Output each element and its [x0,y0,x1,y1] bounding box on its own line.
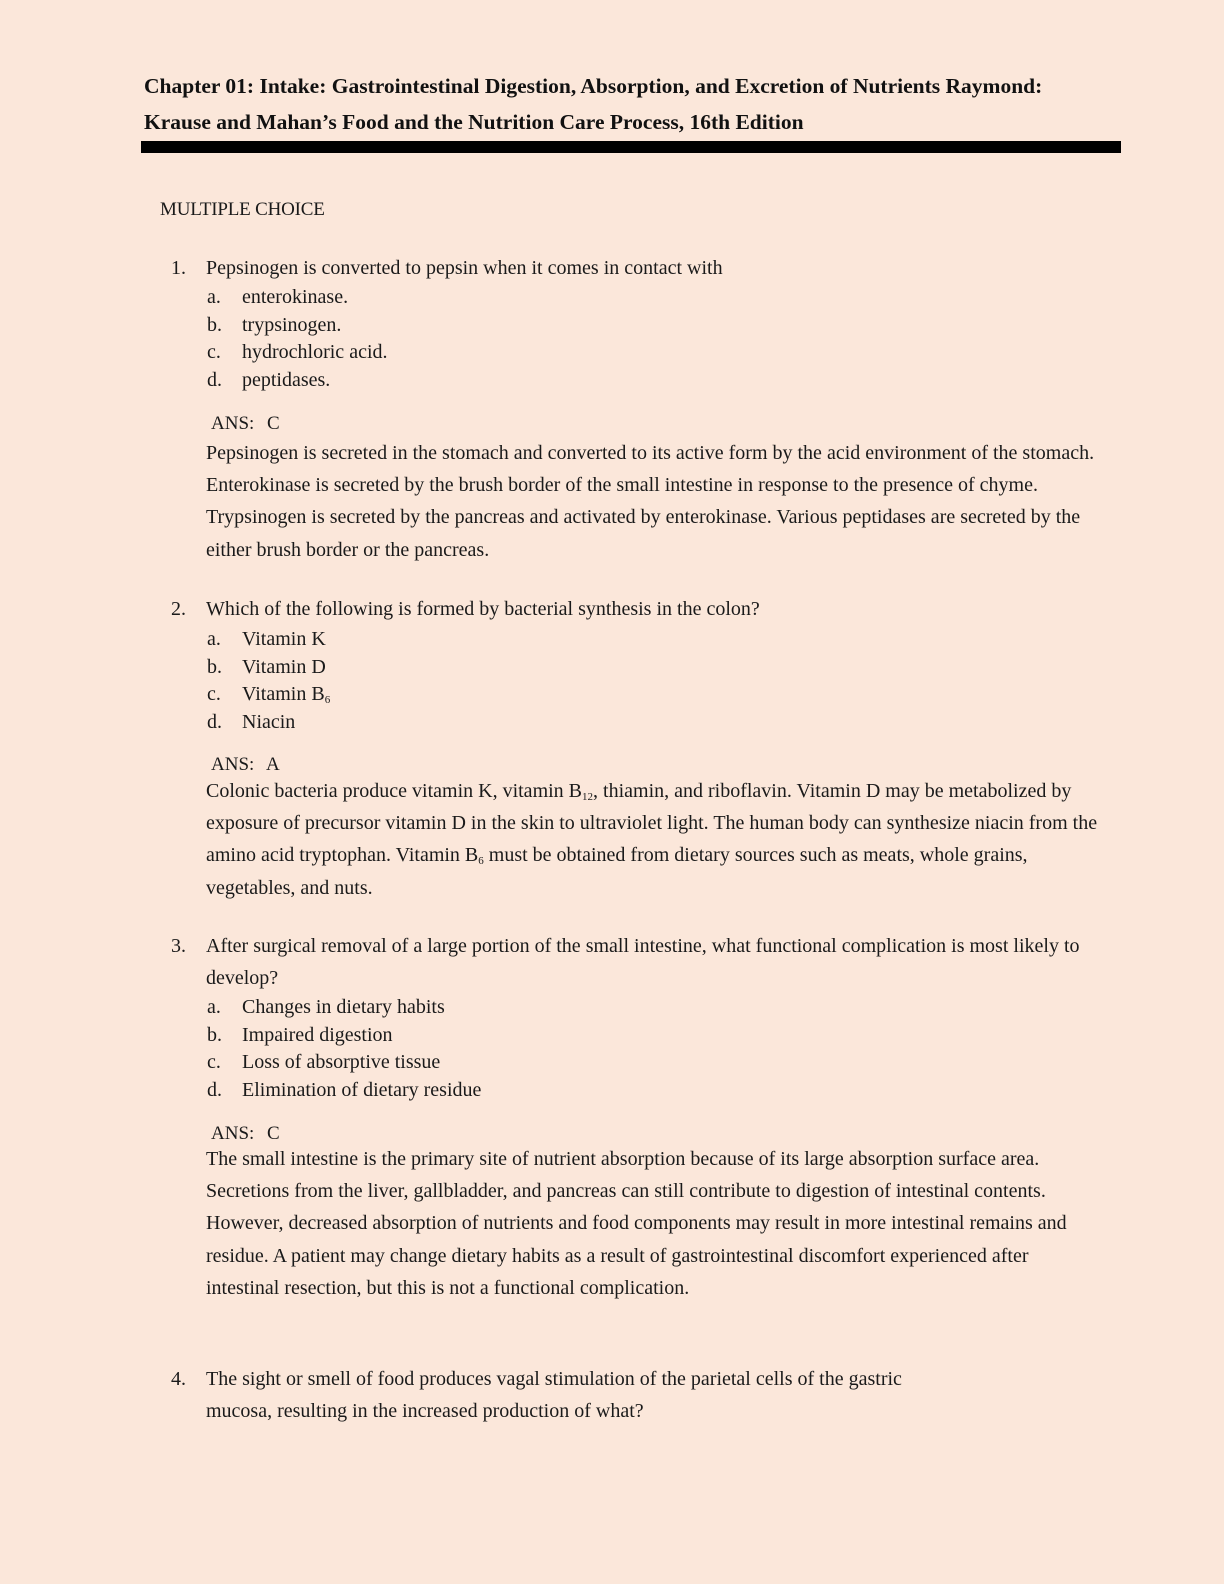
option-letter: c. [207,683,221,705]
answer-options [207,626,1007,736]
option-c [207,339,1007,367]
option-text [242,681,330,708]
rationale-part: must be obtained from dietary sources such as meats, whole grains, vegetables, and nuts. [206,844,1028,899]
option-c [207,1049,1007,1077]
answer-rationale [206,775,1106,904]
option-d [207,1077,1007,1105]
option-b [207,312,1007,340]
question-text-line-1: The sight or smell of food produces vagal stimulation of the parietal cells of the gastric [206,1368,902,1390]
answer-label: ANS: [211,1123,255,1144]
option-a [207,994,1007,1022]
question-number: 1. [171,257,186,279]
option-letter: b. [207,1023,222,1046]
question-number: 3. [171,935,186,957]
answer-options [207,994,1007,1104]
chapter-title-line-2: Krause and Mahan’s Food and the Nutrition Care Process, 16th Edition [144,110,804,134]
option-text: peptidases. [242,368,331,391]
title-divider [141,141,1121,153]
option-letter: a. [207,628,221,650]
question-text [206,1363,1106,1427]
option-letter: b. [207,655,222,678]
chapter-title [144,68,1124,140]
question-text: After surgical removal of a large portion of the small intestine, what functional complication is most likely to develop? [206,935,1080,989]
question-number: 4. [171,1368,186,1390]
answer-rationale: The small intestine is the primary site of nutrient absorption because of its large absorption surface area. Secretions from the liver, gallbladder, and pancreas can still contribute to digestion of intestinal contents. However, decreased absorption of nutrients and food components may result in more intestinal remains and residue. A patient may change dietary habits as a result of gastrointestinal discomfort experienced after intestinal resection, but this is not a functional complication. [206,1148,1067,1299]
option-text: Changes in dietary habits [242,996,445,1018]
option-letter: d. [207,1078,222,1101]
option-text-main: Vitamin B [242,683,325,705]
question-text-line-2: mucosa, resulting in the increased production of what? [206,1400,644,1422]
option-a [207,284,1007,312]
option-text: hydrochloric acid. [242,341,388,363]
answer-label: ANS: [211,754,255,775]
answer-value: C [267,413,280,434]
answer-value: A [266,754,280,775]
question-text: Pepsinogen is converted to pepsin when it comes in contact with [206,257,723,279]
subscript: 6 [324,694,331,706]
option-text: Elimination of dietary residue [242,1078,482,1101]
option-text: trypsinogen. [242,313,342,336]
section-heading: MULTIPLE CHOICE [160,199,325,220]
option-text: Impaired digestion [242,1023,393,1046]
question-text: Which of the following is formed by bacterial synthesis in the colon? [206,598,760,620]
question-number: 2. [171,598,186,620]
answer-options [207,284,1007,394]
option-letter: c. [207,341,221,363]
option-letter: d. [207,710,222,733]
option-b [207,654,1007,682]
chapter-title-line-1: Chapter 01: Intake: Gastrointestinal Digestion, Absorption, and Excretion of Nutrients Raymond: [144,74,1043,98]
option-letter: b. [207,313,222,336]
option-text: Vitamin K [242,628,326,650]
option-b [207,1022,1007,1050]
option-c [207,681,1007,709]
option-d [207,367,1007,395]
answer-value: C [267,1123,280,1144]
option-letter: a. [207,996,221,1018]
answer-key [211,411,280,437]
answer-rationale: Pepsinogen is secreted in the stomach and converted to its active form by the acid environment of the stomach. Enterokinase is secreted by the brush border of the small intestine in response to the presence of chyme. Trypsinogen is secreted by the pancreas and activated by enterokinase. Various peptidases are secreted by the either brush border or the pancreas. [206,442,1095,561]
option-a [207,626,1007,654]
option-text: Loss of absorptive tissue [242,1051,441,1073]
option-letter: d. [207,368,222,391]
option-letter: a. [207,286,221,308]
rationale-part: Colonic bacteria produce vitamin K, vitamin B [206,780,583,802]
option-text: enterokinase. [242,286,349,308]
option-text: Vitamin D [242,655,326,678]
subscript: 12 [582,791,594,803]
answer-label: ANS: [211,413,255,434]
option-letter: c. [207,1051,221,1073]
option-text: Niacin [242,710,296,733]
subscript: 6 [478,855,484,868]
rationale-part: , thiamin, and riboflavin. Vitamin D may be metabolized by exposure of precursor vitamin D in the skin to ultraviolet light. The human body can synthesize niacin from the amino acid tryptophan. Vitamin B [206,780,1098,867]
option-d [207,709,1007,737]
